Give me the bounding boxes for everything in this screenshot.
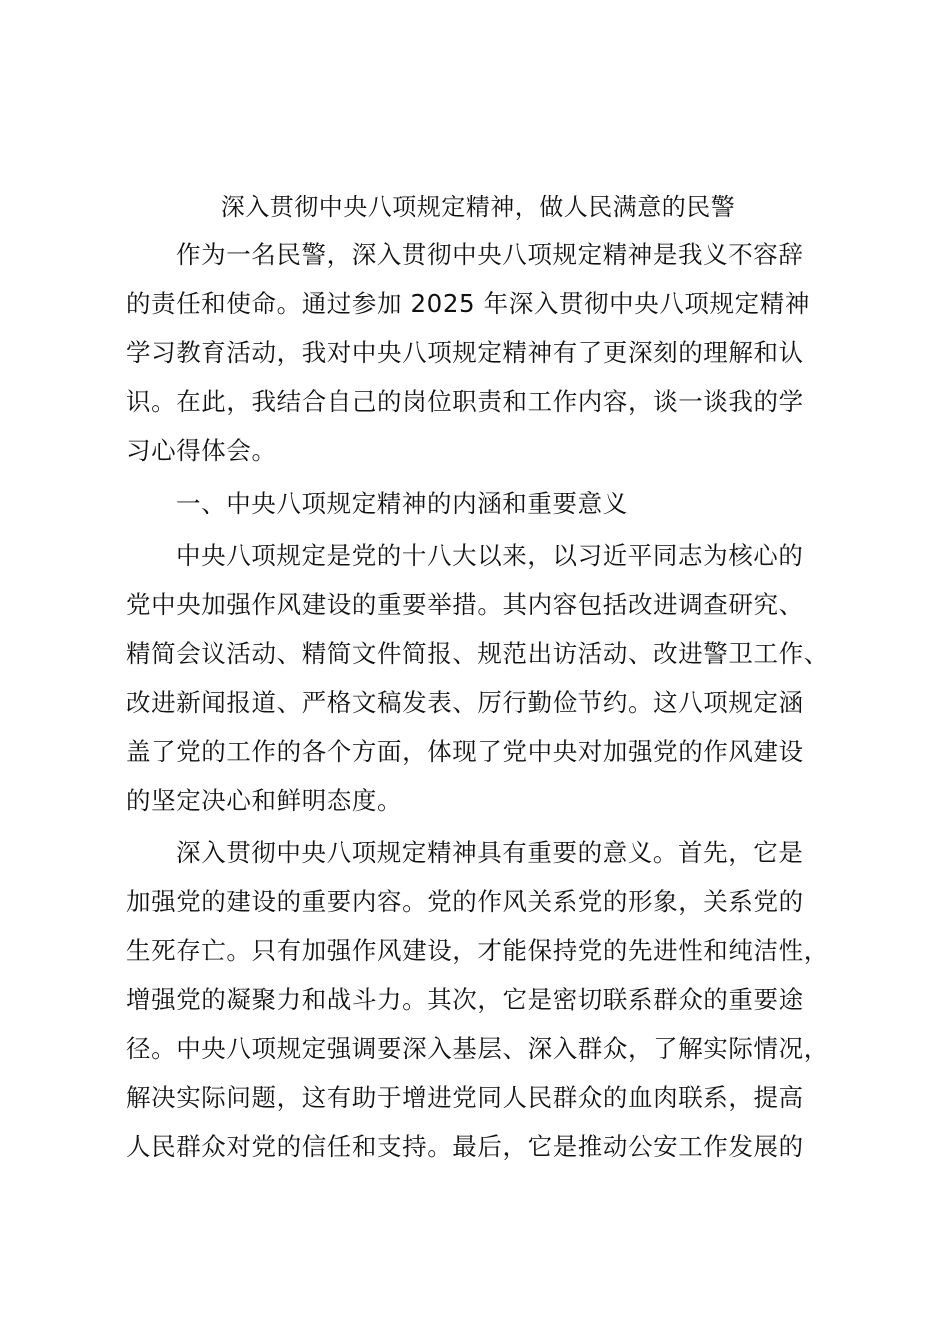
para-3-line-4: 增强党的凝聚力和战斗力。其次，它是密切联系群众的重要途 [126, 985, 804, 1014]
para-1-line-4: 识。在此，我结合自己的岗位职责和工作内容，谈一谈我的学 [126, 387, 804, 416]
para-3-line-3: 生死存亡。只有加强作风建设，才能保持党的先进性和纯洁性， [126, 936, 829, 965]
para-1-line-5: 习心得体会。 [126, 436, 277, 465]
para-3-line-7: 人民群众对党的信任和支持。最后，它是推动公安工作发展的 [126, 1132, 804, 1161]
para-1-line-3: 学习教育活动，我对中央八项规定精神有了更深刻的理解和认 [126, 338, 804, 367]
para-2-line-1: 中央八项规定是党的十八大以来，以习近平同志为核心的 [176, 541, 804, 570]
para-1-line-1: 作为一名民警，深入贯彻中央八项规定精神是我义不容辞 [176, 240, 804, 269]
para-3-line-1: 深入贯彻中央八项规定精神具有重要的意义。首先，它是 [176, 838, 804, 867]
para-3-line-6: 解决实际问题，这有助于增进党同人民群众的血肉联系，提高 [126, 1083, 804, 1112]
section-heading-1: 一、中央八项规定精神的内涵和重要意义 [176, 489, 628, 518]
document-title: 深入贯彻中央八项规定精神，做人民满意的民警 [220, 193, 736, 221]
para-3-line-2: 加强党的建设的重要内容。党的作风关系党的形象，关系党的 [126, 887, 804, 916]
para-2-line-5: 盖了党的工作的各个方面，体现了党中央对加强党的作风建设 [126, 737, 804, 766]
para-2-line-3: 精简会议活动、精简文件简报、规范出访活动、改进警卫工作、 [126, 639, 829, 668]
para-1-line-2: 的责任和使命。通过参加 2025 年深入贯彻中央八项规定精神 [126, 289, 810, 318]
para-2-line-4: 改进新闻报道、严格文稿发表、厉行勤俭节约。这八项规定涵 [126, 688, 804, 717]
para-2-line-6: 的坚定决心和鲜明态度。 [126, 786, 403, 815]
para-2-line-2: 党中央加强作风建设的重要举措。其内容包括改进调查研究、 [126, 590, 804, 619]
para-3-line-5: 径。中央八项规定强调要深入基层、深入群众，了解实际情况， [126, 1034, 829, 1063]
